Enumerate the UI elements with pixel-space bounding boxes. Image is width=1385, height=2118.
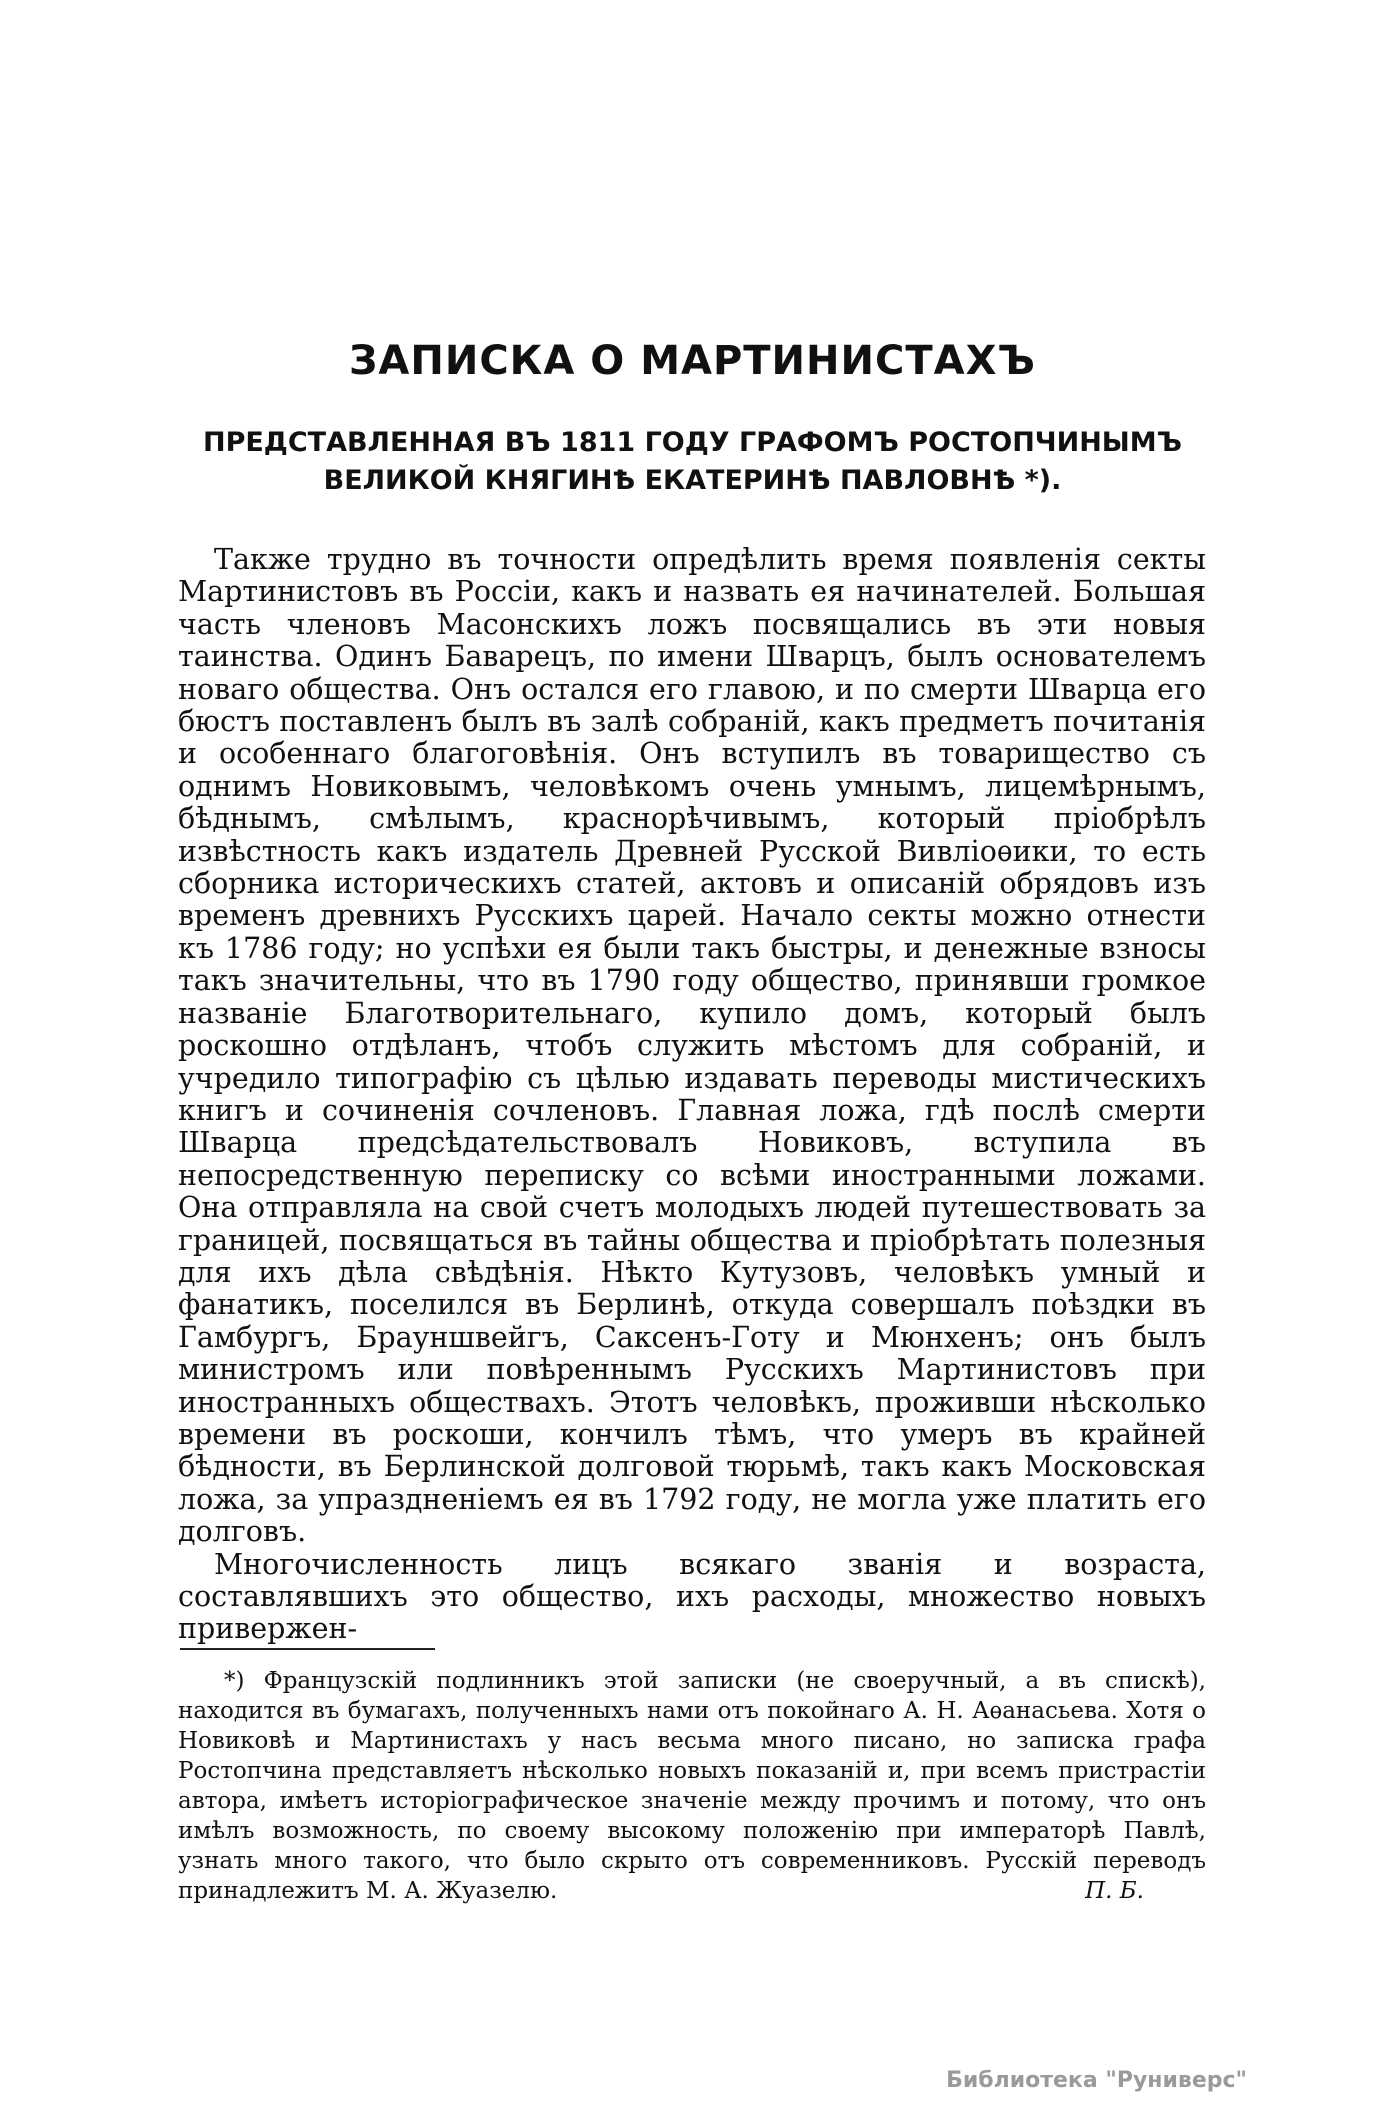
footnote-divider [180,1648,435,1650]
paragraph-2: Многочисленность лицъ всякаго званія и возраста, составлявшихъ это общество, ихъ расходы, множество новыхъ привержен- [178,1547,1206,1646]
paragraph-1: Также трудно въ точности опредѣлить время появленія секты Мартинистовъ въ Россіи, какъ и назвать ея начинателей. Большая часть членовъ Масонскихъ ложъ посвящались въ эти новыя таинства. Одинъ Баварецъ, по имени Шварцъ, былъ основателемъ новаго общества. Онъ остался его главою, и по смерти Шварца его бюстъ поставленъ былъ въ залѣ собраній, какъ предметъ почитанія и особеннаго благоговѣнія. Онъ вступилъ въ товарищество съ однимъ Новиковымъ, человѣкомъ очень умнымъ, лицемѣрнымъ, бѣднымъ, смѣлымъ, краснорѣчивымъ, который пріобрѣлъ извѣстность какъ издатель Древней Русской Вивліоѳики, то есть сборника историческихъ статей, актовъ и описаній обрядовъ изъ временъ древнихъ Русскихъ царей. Начало секты можно отнести къ 1786 году; но успѣхи ея были такъ быстры, и денежные взносы такъ значительны, что въ 1790 году общество, принявши громкое названіе Благотворительнаго, купило домъ, который былъ роскошно отдѣланъ, чтобъ служить мѣстомъ для собраній, и учредило типографію съ цѣлью издавать переводы мистическихъ книгъ и сочиненія сочленовъ. Главная ложа, гдѣ послѣ смерти Шварца предсѣдательствовалъ Новиковъ, вступила въ непосредственную переписку со всѣми иностранными ложами. Она отправляла на свой счетъ молодыхъ людей путешествовать за границей, посвящаться въ тайны общества и пріобрѣтать полезныя для ихъ дѣла свѣдѣнія. Нѣкто Кутузовъ, человѣкъ умный и фанатикъ, поселился въ Берлинѣ, откуда совершалъ поѣздки въ Гамбургъ, Брауншвейгъ, Саксенъ-Готу и Мюнхенъ; онъ былъ министромъ или повѣреннымъ Русскихъ Мартинистовъ при иностранныхъ обществахъ. Этотъ человѣкъ, проживши нѣсколько времени въ роскоши, кончилъ тѣмъ, что умеръ въ крайней бѣдности, въ Берлинской долговой тюрьмѣ, такъ какъ Московская ложа, за упраздненіемъ ея въ 1792 году, не могла уже платить его долговъ. [178,543,1206,1549]
page-subtitle: ПРЕДСТАВЛЕННАЯ ВЪ 1811 ГОДУ ГРАФОМЪ РОСТОПЧИНЫМЪ ВЕЛИКОЙ КНЯГИНѢ ЕКАТЕРИНѢ ПАВЛОВНѢ *). [202,427,1183,496]
footnote-signature: П. Б. [1085,1878,1144,1904]
main-text [178,544,1206,1646]
library-watermark: Библиотека "Руниверс" [946,2068,1247,2093]
page-title: ЗАПИСКА О МАРТИНИСТАХЪ [349,338,1036,384]
footnote [178,1666,1206,1906]
footnote-text: *) Французскій подлинникъ этой записки (не своеручный, а въ спискѣ), находится въ бумагахъ, полученныхъ нами отъ покойнаго А. Н. Аѳанасьева. Хотя о Новиковѣ и Мартинистахъ у насъ весьма много писано, но записка графа Ростопчина представляетъ нѣсколько новыхъ показаній и, при всемъ пристрастіи автора, имѣетъ исторіографическое значеніе между прочимъ и потому, что онъ имѣлъ возможность, по своему высокому положенію при императорѣ Павлѣ, узнать много такого, что было скрыто отъ современниковъ. Русскій переводъ принадлежитъ М. А. Жуазелю. [178,1668,1206,1904]
